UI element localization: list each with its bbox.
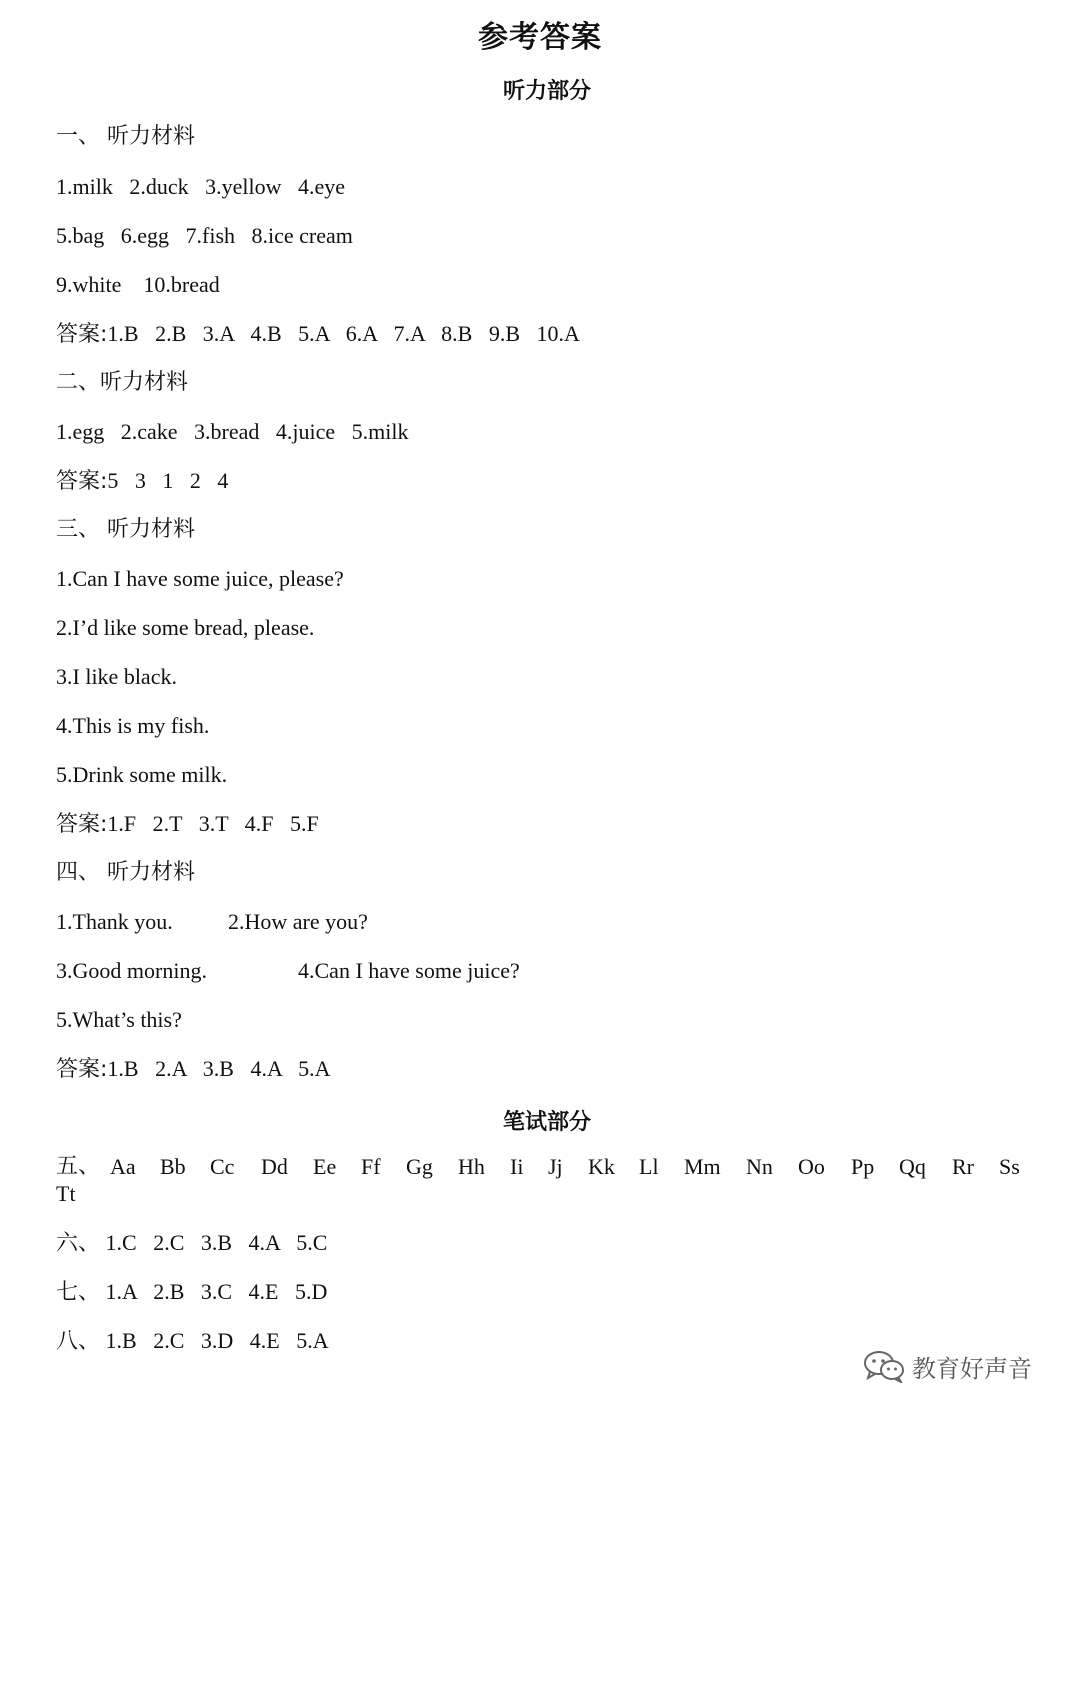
answer-values: 1.B 2.A 3.B 4.A 5.A xyxy=(107,1056,331,1081)
letter-pair: Mm xyxy=(684,1154,721,1179)
letter-pair: Qq xyxy=(899,1154,926,1179)
section-2-answer xyxy=(56,468,228,495)
section-2-line: 1.egg 2.cake 3.bread 4.juice 5.milk xyxy=(56,419,409,444)
section-8-answers: 1.B 2.C 3.D 4.E 5.A xyxy=(105,1328,329,1353)
section-3-line: 5.Drink some milk. xyxy=(56,762,228,787)
letter-pair: Aa xyxy=(110,1154,136,1179)
watermark-text: 教育好声音 xyxy=(912,1354,1032,1383)
section-1-line: 1.milk 2.duck 3.yellow 4.eye xyxy=(56,174,346,199)
section-3-answer xyxy=(56,811,319,838)
section-7-row xyxy=(56,1279,327,1306)
section-1-line: 9.white 10.bread xyxy=(56,272,220,297)
letter-pair: Rr xyxy=(952,1154,974,1179)
section-3-line: 1.Can I have some juice, please? xyxy=(56,566,344,591)
letter-pair: Tt xyxy=(56,1181,76,1206)
letter-pair: Dd xyxy=(261,1154,288,1179)
section-4-heading: 四、 听力材料 xyxy=(56,860,195,885)
letter-pair: Cc xyxy=(210,1154,235,1179)
section-3-line: 4.This is my fish. xyxy=(56,713,210,738)
listening-section-header: 听力部分 xyxy=(502,79,591,104)
answer-values: 1.B 2.B 3.A 4.B 5.A 6.A 7.A 8.B 9.B 10.A xyxy=(107,321,580,346)
letter-pair: Ff xyxy=(361,1154,381,1179)
answer-prefix: 答案: xyxy=(56,812,108,837)
letter-pair: Gg xyxy=(406,1154,433,1179)
answer-prefix: 答案: xyxy=(56,469,108,494)
section-6-row xyxy=(56,1230,327,1257)
section-4-line: 2.How are you? xyxy=(228,909,368,934)
letter-pair: Bb xyxy=(160,1154,186,1179)
answer-values: 5 3 1 2 4 xyxy=(107,468,229,493)
letter-pair: Ll xyxy=(639,1154,659,1179)
section-6-label: 六、 xyxy=(56,1231,101,1256)
letter-pair: Ii xyxy=(510,1154,524,1179)
section-4-line: 4.Can I have some juice? xyxy=(298,958,520,983)
letter-pair: Ss xyxy=(999,1154,1020,1179)
letter-pair: Kk xyxy=(588,1154,615,1179)
section-7-answers: 1.A 2.B 3.C 4.E 5.D xyxy=(105,1279,328,1304)
section-8-label: 八、 xyxy=(56,1329,101,1354)
section-1-heading: 一、 听力材料 xyxy=(56,124,195,149)
section-3-heading: 三、 听力材料 xyxy=(56,517,195,542)
section-5-row xyxy=(56,1154,1026,1180)
section-7-label: 七、 xyxy=(56,1280,101,1305)
section-5-label: 五、 xyxy=(56,1154,101,1179)
answer-prefix: 答案: xyxy=(56,1057,108,1082)
letter-pair: Jj xyxy=(548,1154,563,1179)
writing-section-header: 笔试部分 xyxy=(502,1110,591,1135)
letter-pair: Hh xyxy=(458,1154,485,1179)
answer-prefix: 答案: xyxy=(56,322,108,347)
page-title: 参考答案 xyxy=(478,20,602,55)
section-8-row xyxy=(56,1328,329,1355)
section-4-line: 5.What’s this? xyxy=(56,1007,182,1032)
wechat-icon xyxy=(862,1349,906,1383)
letter-pair: Nn xyxy=(746,1154,773,1179)
watermark xyxy=(862,1348,1032,1384)
section-2-heading: 二、听力材料 xyxy=(56,370,189,395)
answer-values: 1.F 2.T 3.T 4.F 5.F xyxy=(107,811,319,836)
letter-pair: Oo xyxy=(798,1154,825,1179)
section-6-answers: 1.C 2.C 3.B 4.A 5.C xyxy=(105,1230,328,1255)
section-4-line: 1.Thank you. xyxy=(56,909,173,934)
section-3-line: 3.I like black. xyxy=(56,664,177,689)
section-1-line: 5.bag 6.egg 7.fish 8.ice cream xyxy=(56,223,353,248)
section-1-answer xyxy=(56,321,580,348)
letter-pair: Pp xyxy=(851,1154,875,1179)
section-4-line: 3.Good morning. xyxy=(56,958,207,983)
letter-pair: Ee xyxy=(313,1154,337,1179)
section-4-answer xyxy=(56,1056,331,1083)
section-3-line: 2.I’d like some bread, please. xyxy=(56,615,315,640)
